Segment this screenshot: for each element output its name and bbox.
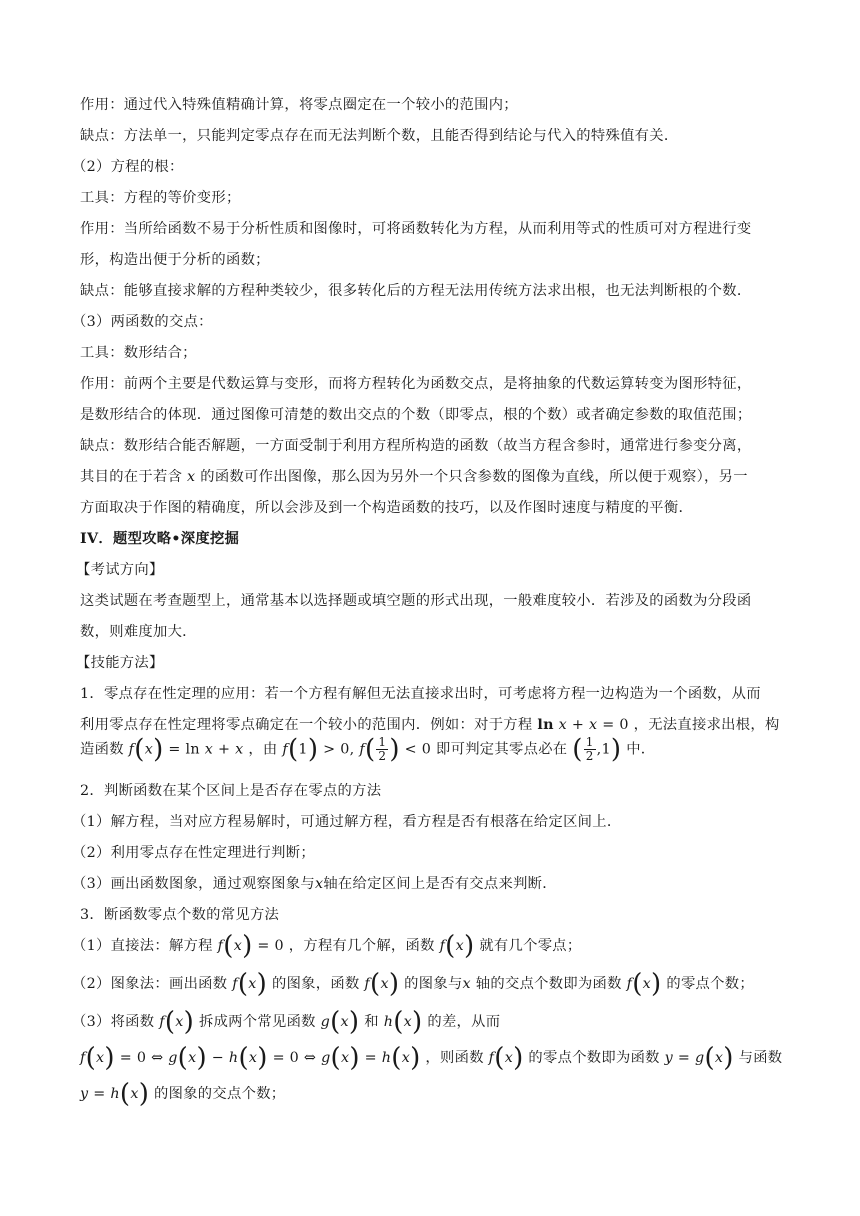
math-f: f (282, 741, 288, 758)
math-f: f (439, 938, 446, 954)
paren: ) (388, 969, 400, 999)
paren: ) (389, 734, 400, 765)
text-line: 是数形结合的体现．通过图像可清楚的数出交点的个数（即零点，根的个数）或者确定参数的取值范围； (80, 407, 752, 423)
math-x: x (553, 717, 568, 733)
math-g: g (168, 1050, 178, 1066)
math-comma-one: ,1 (596, 741, 611, 758)
math-x: x (175, 1014, 184, 1030)
math-gt-zero: > 0, (318, 741, 360, 758)
text-segment: 的函数可作出图像，那么因为另外一个只含参数的图像为直线，所以便于观察），另一 (200, 469, 748, 485)
paren: ( (391, 1043, 402, 1073)
paren: ( (572, 734, 583, 765)
paren: ) (104, 1043, 115, 1073)
math-x: x (248, 976, 257, 992)
paren: ( (393, 1007, 404, 1037)
math-x: x (188, 1050, 197, 1066)
text-line (80, 1079, 286, 1109)
text-line (80, 716, 780, 734)
math-x: x (462, 976, 471, 992)
text-segment: 轴的交点个数即为函数 (475, 976, 622, 992)
text-line: 方面取决于作图的精确度，所以会涉及到一个构造函数的技巧，以及作图时速度与精度的平衡． (80, 500, 694, 516)
math-one: 1 (298, 741, 308, 758)
math-eq-zero: = 0 (252, 938, 284, 954)
math-x: x (504, 1050, 514, 1066)
text-segment: （3）将函数 (72, 1014, 155, 1030)
math-f: f (364, 976, 371, 992)
math-lt-zero: < 0 (399, 741, 432, 758)
text-segment: ，则函数 (425, 1050, 484, 1066)
math-x: x (401, 1050, 411, 1066)
text-line: 作用：通过代入特殊值精确计算，将零点圈定在一个较小的范围内； (80, 97, 518, 113)
math-x: x (187, 469, 196, 485)
paren: ( (370, 969, 381, 999)
text-line: 缺点：能够直接求解的方程种类较少，很多转化后的方程无法用传统方法求出根，也无法判断根的个数． (80, 283, 752, 299)
paren: ) (348, 1007, 360, 1037)
math-x: x (96, 1050, 105, 1066)
paren: ) (723, 1043, 734, 1073)
text-line: 作用：前两个主要是代数运算与变形，而将方程转化为函数交点，是将抽象的代数运算转变为图形特征， (80, 376, 752, 392)
paren: ) (412, 1007, 423, 1037)
math-x: x (235, 741, 244, 758)
math-f: f (80, 1050, 86, 1066)
math-h: h (110, 1086, 120, 1102)
text-line: （2）方程的根： (72, 159, 184, 175)
text-line: 【考试方向】 (76, 562, 164, 578)
math-g: g (695, 1050, 705, 1066)
math-f: f (359, 741, 365, 758)
math-plus: + (213, 741, 236, 758)
paren: ( (364, 734, 376, 765)
math-x: x (714, 1050, 724, 1066)
text-segment: 即可判定其零点必在 (436, 741, 568, 758)
math-x: x (340, 1014, 349, 1030)
math-eq: = (88, 1086, 111, 1102)
math-x: x (144, 741, 154, 758)
math-g: g (320, 1014, 331, 1030)
paren: ) (410, 1043, 421, 1073)
math-x: x (314, 876, 324, 892)
math-x: x (233, 938, 243, 954)
paren: ( (223, 931, 234, 961)
math-x: x (340, 1050, 350, 1066)
text-segment: 造函数 (80, 741, 124, 758)
paren: ( (494, 1043, 505, 1073)
paren: ) (464, 931, 475, 961)
math-equation: ln (537, 717, 554, 733)
text-line (72, 875, 557, 893)
paren: ) (651, 969, 662, 999)
text-segment: ，由 (248, 741, 278, 758)
math-eq: = (673, 1050, 695, 1066)
math-x: x (403, 1014, 413, 1030)
text-segment: 轴在给定区间上是否有交点来判断． (323, 876, 557, 892)
text-segment: 的图象与 (404, 976, 463, 992)
text-line: 形，构造出便于分析的函数； (80, 252, 270, 268)
math-y: y (664, 1050, 674, 1066)
text-line (72, 931, 582, 961)
text-segment: 和 (364, 1014, 379, 1030)
paren: ( (238, 1043, 249, 1073)
math-eq: = (359, 1050, 382, 1066)
text-line: （3）两函数的交点： (72, 314, 213, 330)
text-line (80, 736, 655, 763)
math-x: x (204, 741, 214, 758)
math-f: f (128, 741, 135, 758)
text-segment: 与函数 (738, 1050, 783, 1066)
paren: ) (256, 969, 268, 999)
text-segment: 中． (626, 741, 656, 758)
text-segment: 的图象的交点个数； (154, 1086, 286, 1102)
text-line (72, 1007, 501, 1037)
math-eq-zero: = 0 ⇔ (114, 1050, 169, 1066)
paren: ) (196, 1043, 207, 1073)
fraction-half: $\frac{1}{2}$ (585, 735, 594, 763)
text-segment: 其目的在于若含 (80, 469, 183, 485)
math-equals-zero: = 0 (597, 717, 629, 733)
paren: ) (307, 734, 319, 765)
math-minus: − (206, 1050, 229, 1066)
text-line: （2）利用零点存在性定理进行判断； (72, 845, 315, 861)
math-x: x (588, 717, 598, 733)
paren: ( (177, 1043, 189, 1073)
text-line (80, 468, 748, 486)
text-line: 工具：方程的等价变形； (80, 190, 241, 206)
math-f: f (159, 1014, 165, 1030)
math-eq-zero: = 0 ⇔ (267, 1050, 322, 1066)
text-segment: （3）画出函数图象，通过观察图象与 (72, 876, 315, 892)
paren: ( (287, 734, 299, 765)
math-f: f (232, 976, 238, 992)
paren: ( (445, 931, 456, 961)
paren: ( (164, 1007, 176, 1037)
paren: ( (330, 1043, 341, 1073)
paren: ) (183, 1007, 195, 1037)
paren: ) (153, 734, 164, 765)
math-y: y (80, 1086, 89, 1102)
text-line: 缺点：数形结合能否解题，一方面受制于利用方程所构造的函数（故当方程含参时，通常进行参变分离， (80, 438, 752, 454)
text-segment: （1）直接法：解方程 (72, 938, 213, 954)
paren: ) (257, 1043, 268, 1073)
fraction-half: $\frac{1}{2}$ (378, 735, 387, 763)
math-eq: = ln (163, 741, 205, 758)
text-line (72, 969, 754, 999)
text-line: 1．零点存在性定理的应用：若一个方程有解但无法直接求出时，可考虑将方程一边构造为一个函数，从而 (80, 686, 761, 702)
math-x: x (248, 1050, 258, 1066)
paren: ( (237, 969, 249, 999)
paren: ) (610, 734, 622, 765)
text-segment: 的零点个数； (666, 976, 754, 992)
paren: ( (330, 1007, 341, 1037)
math-h: h (381, 1050, 392, 1066)
text-segment: 拆成两个常见函数 (198, 1014, 316, 1030)
text-segment: 的差，从而 (427, 1014, 501, 1030)
text-line: 工具：数形结合； (80, 345, 197, 361)
section-heading: IV．题型攻略•深度挖掘 (80, 531, 240, 547)
paren: ( (632, 969, 643, 999)
math-x: x (642, 976, 652, 992)
math-x: x (455, 938, 464, 954)
text-line: 3．断函数零点个数的常见方法 (80, 907, 280, 923)
text-line (80, 1043, 783, 1073)
text-line: 作用：当所给函数不易于分析性质和图像时，可将函数转化为方程，从而利用等式的性质可对方程进行变 (80, 221, 752, 237)
text-line: 2．判断函数在某个区间上是否存在零点的方法 (80, 783, 382, 799)
paren: ) (138, 1079, 150, 1109)
text-segment: 的零点个数即为函数 (528, 1050, 660, 1066)
text-line: （1）解方程，当对应方程易解时，可通过解方程，看方程是否有根落在给定区间上． (72, 814, 622, 830)
text-segment: 就有几个零点； (479, 938, 582, 954)
text-line: 数，则难度加大． (80, 624, 197, 640)
paren: ) (349, 1043, 360, 1073)
math-x: x (130, 1086, 139, 1102)
paren: ) (242, 931, 253, 961)
math-f: f (626, 976, 633, 992)
paren: ( (85, 1043, 97, 1073)
text-segment: ，无法直接求出根，构 (633, 717, 780, 733)
text-segment: 的图象，函数 (271, 976, 360, 992)
math-h: h (228, 1050, 239, 1066)
math-f: f (217, 938, 224, 954)
paren: ( (134, 734, 145, 765)
math-plus: + (567, 717, 589, 733)
text-segment: 利用零点存在性定理将零点确定在一个较小的范围内．例如：对于方程 (80, 717, 533, 733)
text-line: 【技能方法】 (76, 655, 164, 671)
math-x: x (380, 976, 389, 992)
text-line: 缺点：方法单一，只能判定零点存在而无法判断个数，且能否得到结论与代入的特殊值有关． (80, 128, 679, 144)
text-segment: ，方程有几个解，函数 (288, 938, 435, 954)
paren: ( (704, 1043, 715, 1073)
math-h: h (383, 1014, 394, 1030)
text-segment: （2）图象法：画出函数 (72, 976, 228, 992)
math-g: g (321, 1050, 331, 1066)
paren: ) (513, 1043, 524, 1073)
text-line: 这类试题在考查题型上，通常基本以选择题或填空题的形式出现，一般难度较小．若涉及的函数为分段函 (80, 593, 752, 609)
paren: ( (119, 1079, 131, 1109)
math-f: f (488, 1050, 495, 1066)
